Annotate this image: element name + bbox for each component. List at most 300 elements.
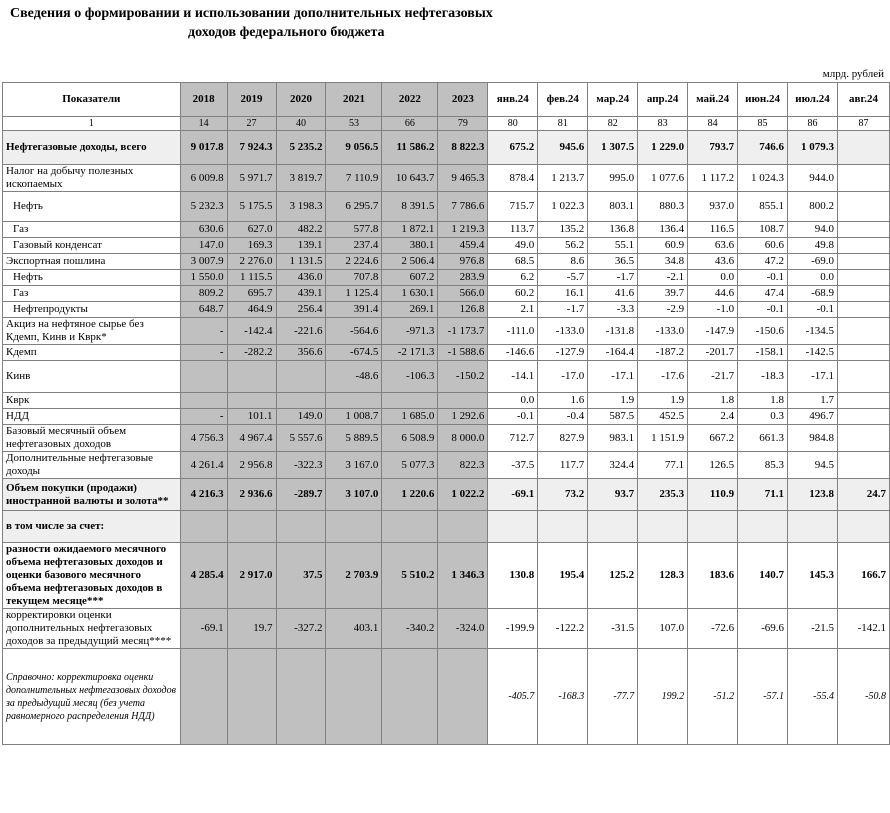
value-cell [276, 511, 326, 543]
value-cell: -147.9 [688, 318, 738, 345]
value-cell: 995.0 [588, 165, 638, 192]
value-cell: 827.9 [538, 425, 588, 452]
value-cell: 793.7 [688, 131, 738, 165]
value-cell: -674.5 [326, 345, 382, 361]
value-cell: 1 125.4 [326, 286, 382, 302]
value-cell: -187.2 [638, 345, 688, 361]
value-cell: -158.1 [738, 345, 788, 361]
value-cell: 0.0 [488, 393, 538, 409]
value-cell [326, 649, 382, 745]
table-row [3, 286, 890, 302]
row-label: Газ [3, 286, 181, 302]
value-cell: 3 007.9 [180, 254, 227, 270]
value-cell: 94.5 [788, 452, 838, 479]
value-cell: 125.2 [588, 543, 638, 609]
value-cell: -1 173.7 [438, 318, 488, 345]
row-label: Кдемп [3, 345, 181, 361]
index-row [3, 117, 890, 131]
value-cell: 675.2 [488, 131, 538, 165]
value-cell: -201.7 [688, 345, 738, 361]
value-cell: 2 917.0 [227, 543, 276, 609]
value-cell: 60.6 [738, 238, 788, 254]
row-label: Газ [3, 222, 181, 238]
value-cell: 11 586.2 [382, 131, 438, 165]
value-cell: 7 924.3 [227, 131, 276, 165]
row-label: разности ожидаемого месячного объема нефтегазовых доходов и оценки базового месячного объема нефтегазовых доходов в текущем месяце*** [3, 543, 181, 609]
row-label: в том числе за счет: [3, 511, 181, 543]
value-cell: 436.0 [276, 270, 326, 286]
value-cell: 9 056.5 [326, 131, 382, 165]
value-cell: 459.4 [438, 238, 488, 254]
value-cell: 149.0 [276, 409, 326, 425]
value-cell: 587.5 [588, 409, 638, 425]
value-cell: -324.0 [438, 609, 488, 649]
value-cell [837, 222, 889, 238]
header-row [3, 83, 890, 117]
value-cell: 41.6 [588, 286, 638, 302]
value-cell: -69.1 [488, 479, 538, 511]
value-cell [837, 393, 889, 409]
header-cell: Показатели [3, 83, 181, 117]
value-cell: 4 756.3 [180, 425, 227, 452]
value-cell: 126.8 [438, 302, 488, 318]
value-cell [837, 409, 889, 425]
index-cell: 86 [788, 117, 838, 131]
value-cell: 2 936.6 [227, 479, 276, 511]
table-row [3, 302, 890, 318]
row-label: Объем покупки (продажи) иностранной валюты и золота** [3, 479, 181, 511]
value-cell: 256.4 [276, 302, 326, 318]
value-cell: 237.4 [326, 238, 382, 254]
value-cell [382, 511, 438, 543]
value-cell: 77.1 [638, 452, 688, 479]
value-cell: -322.3 [276, 452, 326, 479]
value-cell: -68.9 [788, 286, 838, 302]
value-cell: 800.2 [788, 192, 838, 222]
value-cell: - [180, 318, 227, 345]
value-cell: 1 307.5 [588, 131, 638, 165]
value-cell: 577.8 [326, 222, 382, 238]
value-cell [837, 286, 889, 302]
value-cell: 9 465.3 [438, 165, 488, 192]
value-cell: 60.2 [488, 286, 538, 302]
value-cell: 128.3 [638, 543, 688, 609]
value-cell [788, 511, 838, 543]
table-row [3, 649, 890, 745]
value-cell: 822.3 [438, 452, 488, 479]
value-cell: 1 346.3 [438, 543, 488, 609]
table-row [3, 254, 890, 270]
value-cell: -282.2 [227, 345, 276, 361]
value-cell [837, 361, 889, 393]
value-cell: 715.7 [488, 192, 538, 222]
index-cell: 85 [738, 117, 788, 131]
header-cell: 2018 [180, 83, 227, 117]
table-row [3, 609, 890, 649]
value-cell [638, 511, 688, 543]
value-cell: 1 151.9 [638, 425, 688, 452]
value-cell: 496.7 [788, 409, 838, 425]
value-cell: 803.1 [588, 192, 638, 222]
value-cell: -1.7 [588, 270, 638, 286]
value-cell: 8 391.5 [382, 192, 438, 222]
value-cell: 648.7 [180, 302, 227, 318]
value-cell: 661.3 [738, 425, 788, 452]
value-cell [837, 425, 889, 452]
value-cell: 147.0 [180, 238, 227, 254]
table-row [3, 393, 890, 409]
value-cell: -55.4 [788, 649, 838, 745]
value-cell: -150.2 [438, 361, 488, 393]
value-cell: 24.7 [837, 479, 889, 511]
value-cell [180, 649, 227, 745]
value-cell: -405.7 [488, 649, 538, 745]
value-cell: 283.9 [438, 270, 488, 286]
value-cell: 983.1 [588, 425, 638, 452]
row-label: Экспортная пошлина [3, 254, 181, 270]
value-cell: 2 506.4 [382, 254, 438, 270]
table-row [3, 238, 890, 254]
header-cell: апр.24 [638, 83, 688, 117]
value-cell: 1.7 [788, 393, 838, 409]
value-cell: 878.4 [488, 165, 538, 192]
value-cell: 2 276.0 [227, 254, 276, 270]
table-row [3, 318, 890, 345]
value-cell: -69.1 [180, 609, 227, 649]
value-cell: 5 175.5 [227, 192, 276, 222]
value-cell: 2.4 [688, 409, 738, 425]
row-label: Дополнительные нефтегазовые доходы [3, 452, 181, 479]
value-cell: 235.3 [638, 479, 688, 511]
value-cell [227, 511, 276, 543]
index-cell: 80 [488, 117, 538, 131]
title-line-1: Сведения о формировании и использовании дополнительных нефтегазовых [10, 6, 493, 21]
value-cell: 85.3 [738, 452, 788, 479]
value-cell: -133.0 [538, 318, 588, 345]
value-cell: -142.1 [837, 609, 889, 649]
value-cell: 984.8 [788, 425, 838, 452]
value-cell: 5 232.3 [180, 192, 227, 222]
header-cell: янв.24 [488, 83, 538, 117]
value-cell: 630.6 [180, 222, 227, 238]
value-cell: 130.8 [488, 543, 538, 609]
value-cell: 101.1 [227, 409, 276, 425]
value-cell: 55.1 [588, 238, 638, 254]
value-cell [688, 511, 738, 543]
value-cell: 5 077.3 [382, 452, 438, 479]
value-cell [180, 393, 227, 409]
value-cell: 5 510.2 [382, 543, 438, 609]
value-cell: 482.2 [276, 222, 326, 238]
value-cell: 4 285.4 [180, 543, 227, 609]
value-cell [276, 361, 326, 393]
table-row [3, 270, 890, 286]
value-cell: -18.3 [738, 361, 788, 393]
value-cell: 169.3 [227, 238, 276, 254]
value-cell: -327.2 [276, 609, 326, 649]
header-cell: авг.24 [837, 83, 889, 117]
index-cell: 53 [326, 117, 382, 131]
value-cell: 712.7 [488, 425, 538, 452]
table-row [3, 511, 890, 543]
value-cell: 746.6 [738, 131, 788, 165]
row-label: Акциз на нефтяное сырье без Кдемп, Кинв и Кврк* [3, 318, 181, 345]
value-cell: -289.7 [276, 479, 326, 511]
value-cell: 1 077.6 [638, 165, 688, 192]
value-cell [180, 511, 227, 543]
header-cell: 2023 [438, 83, 488, 117]
value-cell: -0.4 [538, 409, 588, 425]
value-cell: -14.1 [488, 361, 538, 393]
value-cell: 117.7 [538, 452, 588, 479]
value-cell: 136.8 [588, 222, 638, 238]
value-cell [837, 254, 889, 270]
value-cell: 19.7 [227, 609, 276, 649]
value-cell: -37.5 [488, 452, 538, 479]
value-cell: 8 000.0 [438, 425, 488, 452]
header-cell: мар.24 [588, 83, 638, 117]
value-cell: -1 588.6 [438, 345, 488, 361]
value-cell: -48.6 [326, 361, 382, 393]
value-cell [588, 511, 638, 543]
value-cell: 68.5 [488, 254, 538, 270]
header-cell: май.24 [688, 83, 738, 117]
value-cell: 880.3 [638, 192, 688, 222]
value-cell: 16.1 [538, 286, 588, 302]
value-cell: -0.1 [488, 409, 538, 425]
row-label: Нефть [3, 192, 181, 222]
value-cell [276, 649, 326, 745]
value-cell: -17.1 [788, 361, 838, 393]
value-cell: -131.8 [588, 318, 638, 345]
value-cell: -17.1 [588, 361, 638, 393]
table-row [3, 479, 890, 511]
header-cell: 2019 [227, 83, 276, 117]
value-cell: 439.1 [276, 286, 326, 302]
value-cell: 1 117.2 [688, 165, 738, 192]
value-cell: 1.9 [588, 393, 638, 409]
value-cell: 976.8 [438, 254, 488, 270]
value-cell [326, 511, 382, 543]
value-cell: 5 971.7 [227, 165, 276, 192]
value-cell: 1 872.1 [382, 222, 438, 238]
value-cell [180, 361, 227, 393]
value-cell: -5.7 [538, 270, 588, 286]
value-cell [837, 270, 889, 286]
value-cell: - [180, 345, 227, 361]
index-cell: 84 [688, 117, 738, 131]
value-cell: 855.1 [738, 192, 788, 222]
value-cell: 166.7 [837, 543, 889, 609]
value-cell: -31.5 [588, 609, 638, 649]
value-cell [837, 452, 889, 479]
value-cell: 5 889.5 [326, 425, 382, 452]
table-row [3, 425, 890, 452]
value-cell [276, 393, 326, 409]
index-cell: 1 [3, 117, 181, 131]
value-cell: 2.1 [488, 302, 538, 318]
value-cell: 44.6 [688, 286, 738, 302]
value-cell: 1 685.0 [382, 409, 438, 425]
value-cell: 3 167.0 [326, 452, 382, 479]
value-cell [837, 318, 889, 345]
value-cell: -142.5 [788, 345, 838, 361]
value-cell [837, 192, 889, 222]
value-cell: 63.6 [688, 238, 738, 254]
value-cell: -111.0 [488, 318, 538, 345]
unit-label: млрд. рублей [822, 68, 884, 80]
value-cell [738, 511, 788, 543]
value-cell: -134.5 [788, 318, 838, 345]
value-cell: 1 550.0 [180, 270, 227, 286]
table-row [3, 192, 890, 222]
value-cell: -0.1 [788, 302, 838, 318]
value-cell: -21.5 [788, 609, 838, 649]
value-cell: 36.5 [588, 254, 638, 270]
value-cell: 94.0 [788, 222, 838, 238]
index-cell: 81 [538, 117, 588, 131]
value-cell [382, 393, 438, 409]
value-cell: 7 110.9 [326, 165, 382, 192]
header-cell: 2021 [326, 83, 382, 117]
value-cell: -17.0 [538, 361, 588, 393]
row-label: Нефтепродукты [3, 302, 181, 318]
value-cell [488, 511, 538, 543]
value-cell [438, 649, 488, 745]
value-cell: 8 822.3 [438, 131, 488, 165]
value-cell: 269.1 [382, 302, 438, 318]
title-line-2: доходов федерального бюджета [188, 25, 385, 40]
value-cell: -72.6 [688, 609, 738, 649]
value-cell: 3 819.7 [276, 165, 326, 192]
header-cell: июл.24 [788, 83, 838, 117]
value-cell [227, 649, 276, 745]
value-cell: 113.7 [488, 222, 538, 238]
value-cell [837, 131, 889, 165]
value-cell: 1 131.5 [276, 254, 326, 270]
value-cell: -2.1 [638, 270, 688, 286]
value-cell: 37.5 [276, 543, 326, 609]
value-cell: 93.7 [588, 479, 638, 511]
value-cell [538, 511, 588, 543]
value-cell: 0.0 [788, 270, 838, 286]
value-cell: 116.5 [688, 222, 738, 238]
value-cell: 10 643.7 [382, 165, 438, 192]
value-cell: -133.0 [638, 318, 688, 345]
value-cell: 126.5 [688, 452, 738, 479]
table-row [3, 345, 890, 361]
value-cell: 47.2 [738, 254, 788, 270]
value-cell: 1 022.2 [438, 479, 488, 511]
value-cell: 3 198.3 [276, 192, 326, 222]
value-cell: -50.8 [837, 649, 889, 745]
value-cell: 3 107.0 [326, 479, 382, 511]
value-cell: 139.1 [276, 238, 326, 254]
value-cell: 566.0 [438, 286, 488, 302]
value-cell: -69.0 [788, 254, 838, 270]
row-label: Газовый конденсат [3, 238, 181, 254]
value-cell: 8.6 [538, 254, 588, 270]
value-cell: 73.2 [538, 479, 588, 511]
value-cell: 71.1 [738, 479, 788, 511]
value-cell: 944.0 [788, 165, 838, 192]
value-cell: 945.6 [538, 131, 588, 165]
index-cell: 82 [588, 117, 638, 131]
value-cell: -106.3 [382, 361, 438, 393]
value-cell: 4 216.3 [180, 479, 227, 511]
value-cell: 34.8 [638, 254, 688, 270]
value-cell: 136.4 [638, 222, 688, 238]
value-cell: -564.6 [326, 318, 382, 345]
value-cell: 2 703.9 [326, 543, 382, 609]
value-cell [837, 165, 889, 192]
table-row [3, 131, 890, 165]
value-cell [438, 511, 488, 543]
value-cell: 391.4 [326, 302, 382, 318]
oil-gas-revenue-table [2, 82, 890, 745]
document-title [10, 4, 610, 42]
row-label: Нефтегазовые доходы, всего [3, 131, 181, 165]
value-cell: 1 079.3 [788, 131, 838, 165]
value-cell: 809.2 [180, 286, 227, 302]
value-cell: 7 786.6 [438, 192, 488, 222]
value-cell: 4 261.4 [180, 452, 227, 479]
value-cell: 1 292.6 [438, 409, 488, 425]
header-cell: фев.24 [538, 83, 588, 117]
value-cell: 183.6 [688, 543, 738, 609]
value-cell: -2 171.3 [382, 345, 438, 361]
value-cell: 6.2 [488, 270, 538, 286]
value-cell: -142.4 [227, 318, 276, 345]
index-cell: 27 [227, 117, 276, 131]
value-cell: 380.1 [382, 238, 438, 254]
value-cell: 195.4 [538, 543, 588, 609]
value-cell [837, 511, 889, 543]
index-cell: 83 [638, 117, 688, 131]
value-cell: 937.0 [688, 192, 738, 222]
value-cell: -164.4 [588, 345, 638, 361]
value-cell: -0.1 [738, 270, 788, 286]
value-cell: 140.7 [738, 543, 788, 609]
row-label: Нефть [3, 270, 181, 286]
value-cell: 56.2 [538, 238, 588, 254]
header-cell: 2020 [276, 83, 326, 117]
value-cell: 1 008.7 [326, 409, 382, 425]
value-cell: 60.9 [638, 238, 688, 254]
index-cell: 14 [180, 117, 227, 131]
table-row [3, 165, 890, 192]
value-cell: 47.4 [738, 286, 788, 302]
value-cell: 403.1 [326, 609, 382, 649]
value-cell: 9 017.8 [180, 131, 227, 165]
index-cell: 79 [438, 117, 488, 131]
row-label: Налог на добычу полезных ископаемых [3, 165, 181, 192]
value-cell [326, 393, 382, 409]
value-cell: 452.5 [638, 409, 688, 425]
index-cell: 40 [276, 117, 326, 131]
value-cell: -127.9 [538, 345, 588, 361]
value-cell: 667.2 [688, 425, 738, 452]
table-row [3, 222, 890, 238]
value-cell: 627.0 [227, 222, 276, 238]
value-cell: 135.2 [538, 222, 588, 238]
value-cell [837, 345, 889, 361]
value-cell: -51.2 [688, 649, 738, 745]
value-cell: 110.9 [688, 479, 738, 511]
value-cell: 1 630.1 [382, 286, 438, 302]
value-cell: 464.9 [227, 302, 276, 318]
row-label: Кврк [3, 393, 181, 409]
